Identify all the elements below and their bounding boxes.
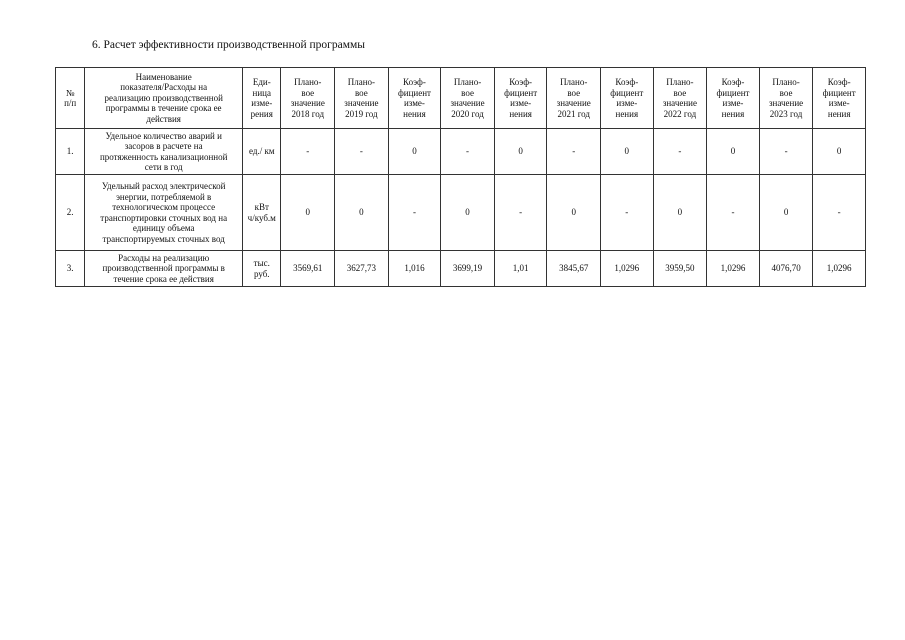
header-coef-2020: Коэф- фициент изме- нения xyxy=(494,68,547,129)
indicator-name: Расходы на реализацию производственной программы в течение срока ее действия xyxy=(85,251,243,287)
unit-cell: ед./ км xyxy=(243,129,281,175)
value-cell: 0 xyxy=(441,175,495,251)
value-cell: 3959,50 xyxy=(653,251,707,287)
value-cell: - xyxy=(335,129,389,175)
value-cell: 3627,73 xyxy=(335,251,389,287)
header-plan-2023: Плано- вое значение 2023 год xyxy=(759,68,813,129)
header-coef-2022: Коэф- фициент изме- нения xyxy=(707,68,760,129)
value-cell: - xyxy=(653,129,707,175)
value-cell: 0 xyxy=(335,175,389,251)
header-unit: Еди- ница изме- рения xyxy=(243,68,281,129)
indicator-name: Удельное количество аварий и засоров в расчете на протяженность канализационной сети в год xyxy=(85,129,243,175)
value-cell: 0 xyxy=(281,175,335,251)
header-coef-2021: Коэф- фициент изме- нения xyxy=(601,68,654,129)
header-plan-2018: Плано- вое значение 2018 год xyxy=(281,68,335,129)
value-cell: - xyxy=(707,175,760,251)
value-cell: 0 xyxy=(707,129,760,175)
table-row xyxy=(56,251,866,287)
value-cell: 0 xyxy=(547,175,601,251)
header-plan-2020: Плано- вое значение 2020 год xyxy=(441,68,495,129)
value-cell: 0 xyxy=(494,129,547,175)
value-cell: - xyxy=(441,129,495,175)
value-cell: - xyxy=(281,129,335,175)
value-cell: - xyxy=(813,175,866,251)
unit-cell: кВт ч/куб.м xyxy=(243,175,281,251)
value-cell: 0 xyxy=(601,129,654,175)
value-cell: 3699,19 xyxy=(441,251,495,287)
value-cell: 1,0296 xyxy=(813,251,866,287)
value-cell: 0 xyxy=(653,175,707,251)
value-cell: 0 xyxy=(388,129,441,175)
header-num: № п/п xyxy=(56,68,85,129)
table-header-row xyxy=(56,68,866,129)
header-plan-2022: Плано- вое значение 2022 год xyxy=(653,68,707,129)
efficiency-table xyxy=(55,67,866,287)
value-cell: - xyxy=(494,175,547,251)
value-cell: 1,0296 xyxy=(707,251,760,287)
value-cell: 1,016 xyxy=(388,251,441,287)
value-cell: 4076,70 xyxy=(759,251,813,287)
row-number: 3. xyxy=(56,251,85,287)
row-number: 1. xyxy=(56,129,85,175)
indicator-name: Удельный расход электрической энергии, потребляемой в технологическом процессе транспортировки сточных вод на единицу объема транспортируемых сточных вод xyxy=(85,175,243,251)
header-coef-2023: Коэф- фициент изме- нения xyxy=(813,68,866,129)
unit-cell: тыс. руб. xyxy=(243,251,281,287)
value-cell: - xyxy=(601,175,654,251)
value-cell: 1,01 xyxy=(494,251,547,287)
header-plan-2021: Плано- вое значение 2021 год xyxy=(547,68,601,129)
value-cell: - xyxy=(759,129,813,175)
value-cell: 1,0296 xyxy=(601,251,654,287)
value-cell: 0 xyxy=(813,129,866,175)
value-cell: 0 xyxy=(759,175,813,251)
table-row xyxy=(56,175,866,251)
value-cell: - xyxy=(388,175,441,251)
header-coef-2019: Коэф- фициент изме- нения xyxy=(388,68,441,129)
value-cell: 3845,67 xyxy=(547,251,601,287)
section-title: 6. Расчет эффективности производственной программы xyxy=(92,39,366,51)
row-number: 2. xyxy=(56,175,85,251)
header-name: Наименование показателя/Расходы на реализацию производственной программы в течение срока ее действия xyxy=(85,68,243,129)
value-cell: 3569,61 xyxy=(281,251,335,287)
value-cell: - xyxy=(547,129,601,175)
table-row xyxy=(56,129,866,175)
header-plan-2019: Плано- вое значение 2019 год xyxy=(335,68,389,129)
